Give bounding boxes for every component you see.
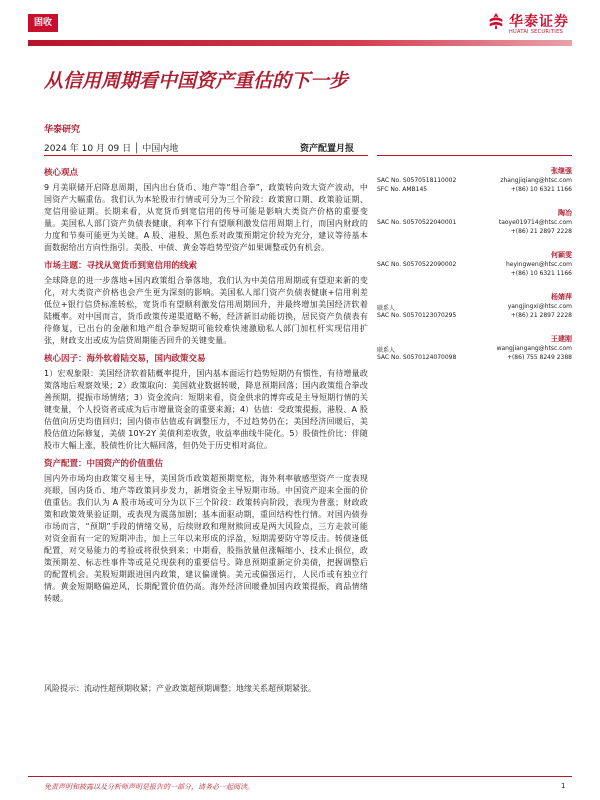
- section-body: 国内外市场均由政策交易主导，美国货币政策超预期宽松，海外利率敏感型资产一度表现亮眼，国内货币、地产等政策同步发力，新增资金主导短期市场。中国资产迎来全面的价值重估。我们认为 A 股市场或可分为以下三个阶段：政策转向阶段，表现为普涨；财政政策和政策效果验证期，或表现为震荡加剧；基本面驱动期，重回结构性行情。对国内债券市场而言，“预期”手段的情绪交易，后续财政和理财赎回或是两大风险点，三方走款可能对资金面有一定的短期冲击，加上三年以来形成的浮盈，短期需要防守等反击。转债逢低配置，对交易能力的考验或将很快到来；中期看，股指放量但涨幅缩小、技术止损位，政策预期差、标志性事件等或是兑现获利的重要信号。降息预期重新定价美债，把握调整后的配置机会。美股短期跟进国内政策，建议偏谨慎。美元或偏强运行，人民币或有独立行情。黄金短期略偏逆风，长期配置价值仍高。海外经济回暖叠加国内政策提振，商品情绪转暖。: [44, 474, 368, 603]
- page-number: 1: [561, 782, 566, 790]
- analyst-name: 王建刚: [551, 335, 572, 343]
- analyst-card: [377, 202, 572, 244]
- analyst-panel: [377, 160, 572, 370]
- main-content: [44, 160, 368, 605]
- analyst-card: [377, 328, 572, 370]
- section-body: 全球降息的进一步落地+国内政策组合拳落地，我们认为中美信用周期或有望迎来新的变化，对大类资产价格也会产生更为深刻的影响。美国私人部门资产负债表健康+信用利差低位+银行信贷标准转松，宽货币有望顺利激发信用周期回升，并最终增加美国经济软着陆概率。对中国而言，货币政策传递渠道略不畅，经济新旧动能切换，居民资产负债表有待修复，已出台的金融和地产组合拳短期可能较难快速激励私人部门加杠杆实现信用扩张，财政支出或成为信贷周期能否回升的关键变量。: [44, 276, 368, 345]
- disclaimer-note: 免责声明和披露以及分析师声明是报告的一部分，请务必一起阅读。: [44, 783, 254, 791]
- analyst-sac: SAC No. S0570123070295: [377, 312, 457, 319]
- analyst-phone: +(86) 10 6321 1166: [510, 186, 572, 193]
- analyst-contact-label: 联系人: [377, 347, 396, 354]
- report-title: 从信用周期看中国资产重估的下一步: [44, 70, 349, 92]
- analyst-sac: SAC No. S0570522090002: [377, 261, 457, 268]
- analyst-phone: +(86) 10 6321 1166: [510, 270, 572, 277]
- research-org: 华泰研究: [44, 125, 81, 135]
- section-heading: 核心因子：海外软着陆交易，国内政策交易: [44, 354, 206, 364]
- analyst-phone: +(86) 21 2897 2228: [510, 312, 572, 319]
- report-type: 资产配置月报: [300, 144, 355, 154]
- analyst-sac: SAC No. S0570518110002: [377, 177, 457, 184]
- analyst-name: 杨婧萍: [551, 293, 572, 301]
- analyst-card: [377, 286, 572, 328]
- category-tag: 固收: [28, 14, 58, 32]
- huatai-logo-icon: [487, 12, 505, 30]
- section-body: 1）宏观象限：美国经济软着陆概率提升，国内基本面运行趋势短期仍有惯性，有待增量政策落地后观察效果；2）政策取向：美国就业数据转暖，降息预期回落；国内政策组合拳改善预期，提振市场情绪；3）资金流向：短期来看，资金供求的博弈或是主导短期行情的关键变量，个人投资者或成为后市增量资金的重要来源；4）估值：受政策提振，港股、A 股估值向历史均值回归；国内债市估值或有调整压力，不过趋势仍在；美国经济回暖后，美股估值边际修复，美债 10Y-2Y 美债利差收敛，收益率曲线牛陡化。5）股债性价比：伴随股市大幅上涨，股债性价比大幅回落，但仍处于历史相对高位。: [44, 369, 368, 450]
- footer-divider: [28, 776, 572, 777]
- analyst-name: 张继强: [551, 167, 572, 175]
- brand-name: 华泰证券: [509, 14, 569, 30]
- analyst-name: 陶冶: [558, 209, 572, 217]
- analyst-sfc: SFC No. AMB145: [377, 186, 428, 193]
- section-heading: 核心观点: [44, 168, 79, 178]
- analyst-email[interactable]: wangjiangang@htsc.com: [496, 345, 572, 352]
- analyst-card: [377, 160, 572, 202]
- analyst-name: 何颖雯: [551, 251, 572, 259]
- brand-name-en: HUATAI SECURITIES: [509, 29, 563, 35]
- analyst-email[interactable]: taoye019714@htsc.com: [498, 219, 572, 226]
- section-heading: 资产配置：中国资产的价值重估: [44, 459, 164, 469]
- analyst-contact-label: 联系人: [377, 305, 396, 312]
- analyst-email[interactable]: yangjingxi@htsc.com: [507, 303, 572, 310]
- analyst-sac: SAC No. S0570522040001: [377, 219, 457, 226]
- divider-right: [377, 155, 572, 156]
- analyst-phone: +(86) 755 8249 2388: [506, 354, 572, 361]
- section-heading: 市场主题：寻找从宽货币到宽信用的线索: [44, 261, 198, 271]
- analyst-sac: SAC No. S0570124070098: [377, 354, 457, 361]
- analyst-email[interactable]: heyingwen@htsc.com: [505, 261, 572, 268]
- analyst-phone: +(86) 21 2897 2228: [510, 228, 572, 235]
- section-body: 9 月美联储开启降息周期，国内出台货币、地产等“组合拳”，政策转向效大资产波动，中国资产大幅重估。我们认为本轮股市行情或可分为三个阶段：政策窗口期、政策验证期、宽信用验证期。长期来看，从宽货币到宽信用的传导可能是影响大类资产价格的重要变量。美国私人部门资产负债表健康，利率下行有望顺利激发信用周期上行，而国内财政的力度和节奏可能更为关键。A 股、港股、黑色系对政策预期定价较为充分，建议等待基本面数据给出方向性指引。美股、中债、黄金等趋势型资产如果调整或仍有机会。: [44, 183, 368, 252]
- divider: [44, 155, 368, 156]
- report-date: 2024 年 10 月 09 日 │ 中国内地: [44, 144, 179, 154]
- analyst-email[interactable]: zhangjiqiang@htsc.com: [500, 177, 572, 184]
- header-bar: [28, 40, 572, 46]
- analyst-card: [377, 244, 572, 286]
- risk-warning: 风险提示：流动性超预期收紧；产业政策超预期调整；地缘关系超预期紧张。: [44, 684, 316, 693]
